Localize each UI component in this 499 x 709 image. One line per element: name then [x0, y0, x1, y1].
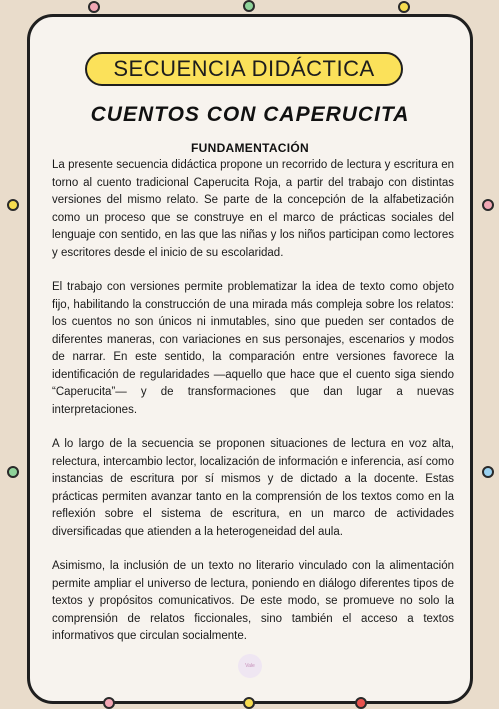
decorative-dot [88, 1, 100, 13]
decorative-dot [482, 466, 494, 478]
page-title: SECUENCIA DIDÁCTICA [85, 52, 403, 86]
footer-logo: Vale [238, 654, 262, 678]
paragraph: La presente secuencia didáctica propone un recorrido de lectura y escritura en torno al cuento tradicional Caperucita Roja, a partir del trabajo con distintas versiones del mismo relato. Se parte de la concepción de la alfabetización como un proceso que se construye en el marco de prácticas sociales del lenguaje con sentido, en las que las niñas y los niños participan como lectores y escritores desde el inicio de su escolaridad. [52, 159, 454, 259]
decorative-dot [482, 199, 494, 211]
decorative-dot [355, 697, 367, 709]
paragraph: El trabajo con versiones permite problematizar la idea de texto como objeto fijo, habilitando la construcción de una mirada más compleja sobre los relatos: los cuentos no son únicos ni inmutables, sino que pueden ser contados de diferentes maneras, con variaciones en sus personajes, escenarios y modos de narrar. En este sentido, la comparación entre versiones favorece la identificación de regularidades —aquello que hace que el cuento siga siendo “Caperucita”— y de transformaciones que dan lugar a nuevas interpretaciones. [52, 281, 454, 416]
decorative-dot [243, 697, 255, 709]
decorative-dot [243, 0, 255, 12]
paragraph: A lo largo de la secuencia se proponen situaciones de lectura en voz alta, relectura, intercambio lector, localización de información e inferencia, así como instancias de escritura por sí mismos y de dictado a la docente. Estas prácticas permiten avanzar tanto en la comprensión de los textos como en la reflexión sobre el sistema de escritura, en un marco de actividades diversificadas que atienden a la heterogeneidad del aula. [52, 438, 454, 538]
decorative-dot [7, 199, 19, 211]
paragraph: Asimismo, la inclusión de un texto no literario vinculado con la alimentación permite ampliar el universo de lectura, poniendo en diálogo diferentes tipos de textos y propósitos comunicativos. De este modo, se promueve no solo la comprensión de relatos ficcionales, sino también el acceso a textos informativos que circulan socialmente. [52, 560, 454, 642]
decorative-dot [398, 1, 410, 13]
section-heading: FUNDAMENTACIÓN [191, 141, 309, 155]
decorative-dot [7, 466, 19, 478]
body-text [52, 157, 454, 663]
decorative-dot [103, 697, 115, 709]
page-subtitle: CUENTOS CON CAPERUCITA [90, 103, 410, 126]
